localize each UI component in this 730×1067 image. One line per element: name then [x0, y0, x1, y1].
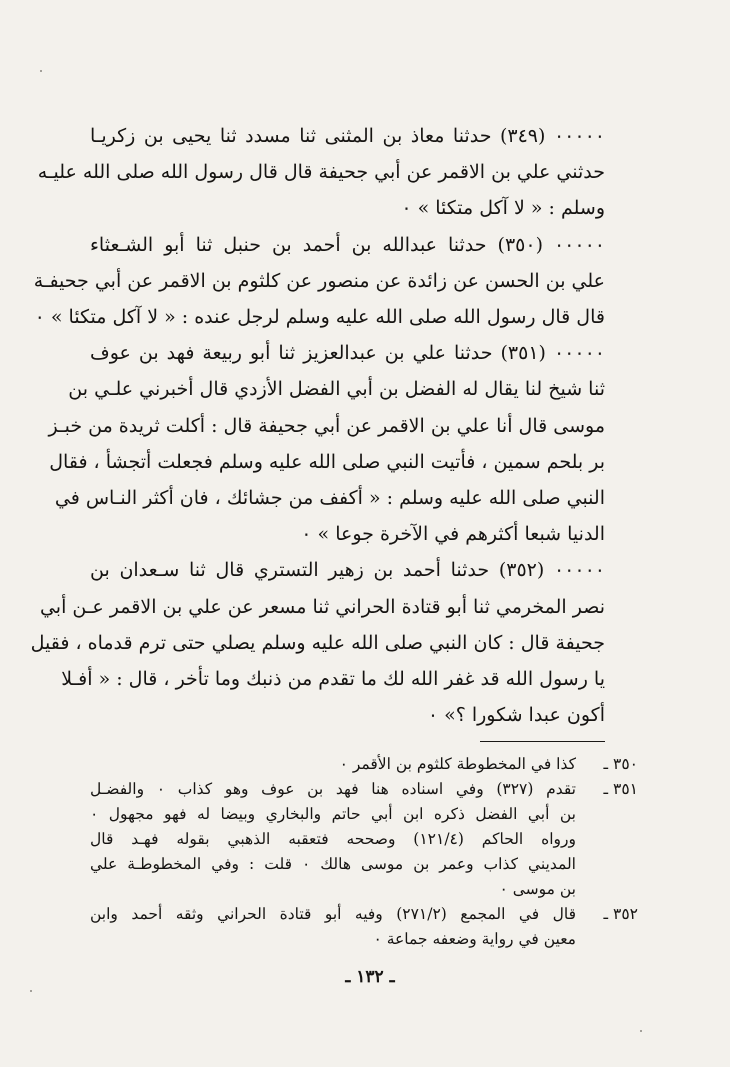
text-line: النبي صلى الله عليه وسلم : « أكفف من جشائك ، فان أكثر النـاس في: [54, 487, 605, 510]
text-line: علي بن الحسن عن زائدة عن منصور عن كلثوم بن الاقمر عن أبي جحيفـة: [33, 269, 605, 292]
text-line: بر بلحم سمين ، فأتيت النبي صلى الله عليه وسلم فجعلت أتجشأ ، فقال: [49, 450, 605, 473]
footnote-text: [90, 752, 576, 777]
text-line: ثنا شيخ لنا يقال له الفضل بن أبي الفضل الأزدي قال أخبرني علـي بن: [68, 378, 605, 401]
text-line: موسى قال أنا علي بن الاقمر عن أبي جحيفة قال : أكلت ثريدة من خبـز: [48, 414, 605, 437]
footnote-line: بن أبي الفضل ذكره ابن أبي حاتم والبخاري وبيضا له فهو مجهول ٠: [90, 805, 576, 823]
hadith-350: [33, 227, 605, 336]
footnote-number: ٣٥٠ ـ: [603, 755, 638, 773]
footnote-351: [90, 777, 638, 902]
footnote-line: بن موسى ٠: [499, 880, 576, 898]
text-line: ٠٠٠٠٠ (٣٥٢) حدثنا أحمد بن زهير التستري قال ثنا سـعدان بن: [90, 559, 605, 582]
footnote-line: المديني كذاب وعمر بن موسى هالك ٠ قلت : وفي المخطوطـة علي: [90, 855, 576, 873]
text-line: حدثني علي بن الاقمر عن أبي جحيفة قال قال رسول الله صلى الله عليـه: [37, 161, 605, 184]
footnote-352: [90, 902, 638, 952]
text-line: جحيفة قال : كان النبي صلى الله عليه وسلم يصلي حتى ترم قدماه ، فقيل: [30, 631, 605, 654]
text-line: يا رسول الله قد غفر الله لك ما تقدم من ذنبك وما تأخر ، قال : « أفـلا: [61, 668, 605, 691]
footnote-line: ورواه الحاكم (١٢١/٤) وصححه فتعقبه الذهبي بقوله فهـد قال: [90, 830, 576, 848]
footnote-line: كذا في المخطوطة كلثوم بن الأقمر ٠: [339, 755, 576, 773]
footnote-number: ٣٥١ ـ: [603, 780, 638, 798]
text-line: الدنيا شبعا أكثرهم في الآخرة جوعا » ٠: [301, 523, 605, 546]
text-line: ٠٠٠٠٠ (٣٥١) حدثنا علي بن عبدالعزيز ثنا أبو ربيعة فهد بن عوف: [90, 342, 605, 365]
footnote-line: معين في رواية وضعفه جماعة ٠: [373, 930, 576, 948]
page-number: ـ ١٣٢ ـ: [345, 967, 395, 987]
text-line: ٠٠٠٠٠ (٣٥٠) حدثنا عبدالله بن أحمد بن حنبل ثنا أبو الشـعثاء: [90, 233, 605, 256]
paper-speck: [40, 70, 42, 72]
hadith-352: [30, 552, 605, 733]
text-line: ٠٠٠٠٠ (٣٤٩) حدثنا معاذ بن المثنى ثنا مسدد ثنا يحيى بن زكريـا: [90, 125, 605, 147]
paper-speck: [30, 990, 32, 992]
footnote-line: قال في المجمع (٢٧١/٢) وفيه أبو قتادة الحراني وثقه أحمد وابن: [90, 905, 576, 923]
footnote-line: تقدم (٣٢٧) وفي اسناده هنا فهد بن عوف وهو كذاب ٠ والفضـل: [90, 780, 576, 798]
footnote-divider: [480, 741, 605, 742]
footnote-text: [90, 777, 576, 902]
footnotes: [90, 752, 638, 952]
text-line: أكون عبدا شكورا ؟» ٠: [427, 704, 605, 727]
hadith-349: [37, 118, 605, 227]
hadith-351: [48, 335, 605, 552]
footnote-text: [90, 902, 576, 952]
footnote-350: [90, 752, 638, 777]
footnote-number: ٣٥٢ ـ: [603, 905, 638, 923]
paper-speck: [640, 1030, 642, 1032]
text-line: قال قال رسول الله صلى الله عليه وسلم لرجل عنده : « لا آكل متكئا » ٠: [34, 306, 605, 329]
main-text: [30, 118, 605, 733]
text-line: وسلم : « لا آكل متكئا » ٠: [401, 197, 605, 220]
text-line: نصر المخرمي ثنا أبو قتادة الحراني ثنا مسعر عن علي بن الاقمر عـن أبي: [39, 595, 605, 618]
